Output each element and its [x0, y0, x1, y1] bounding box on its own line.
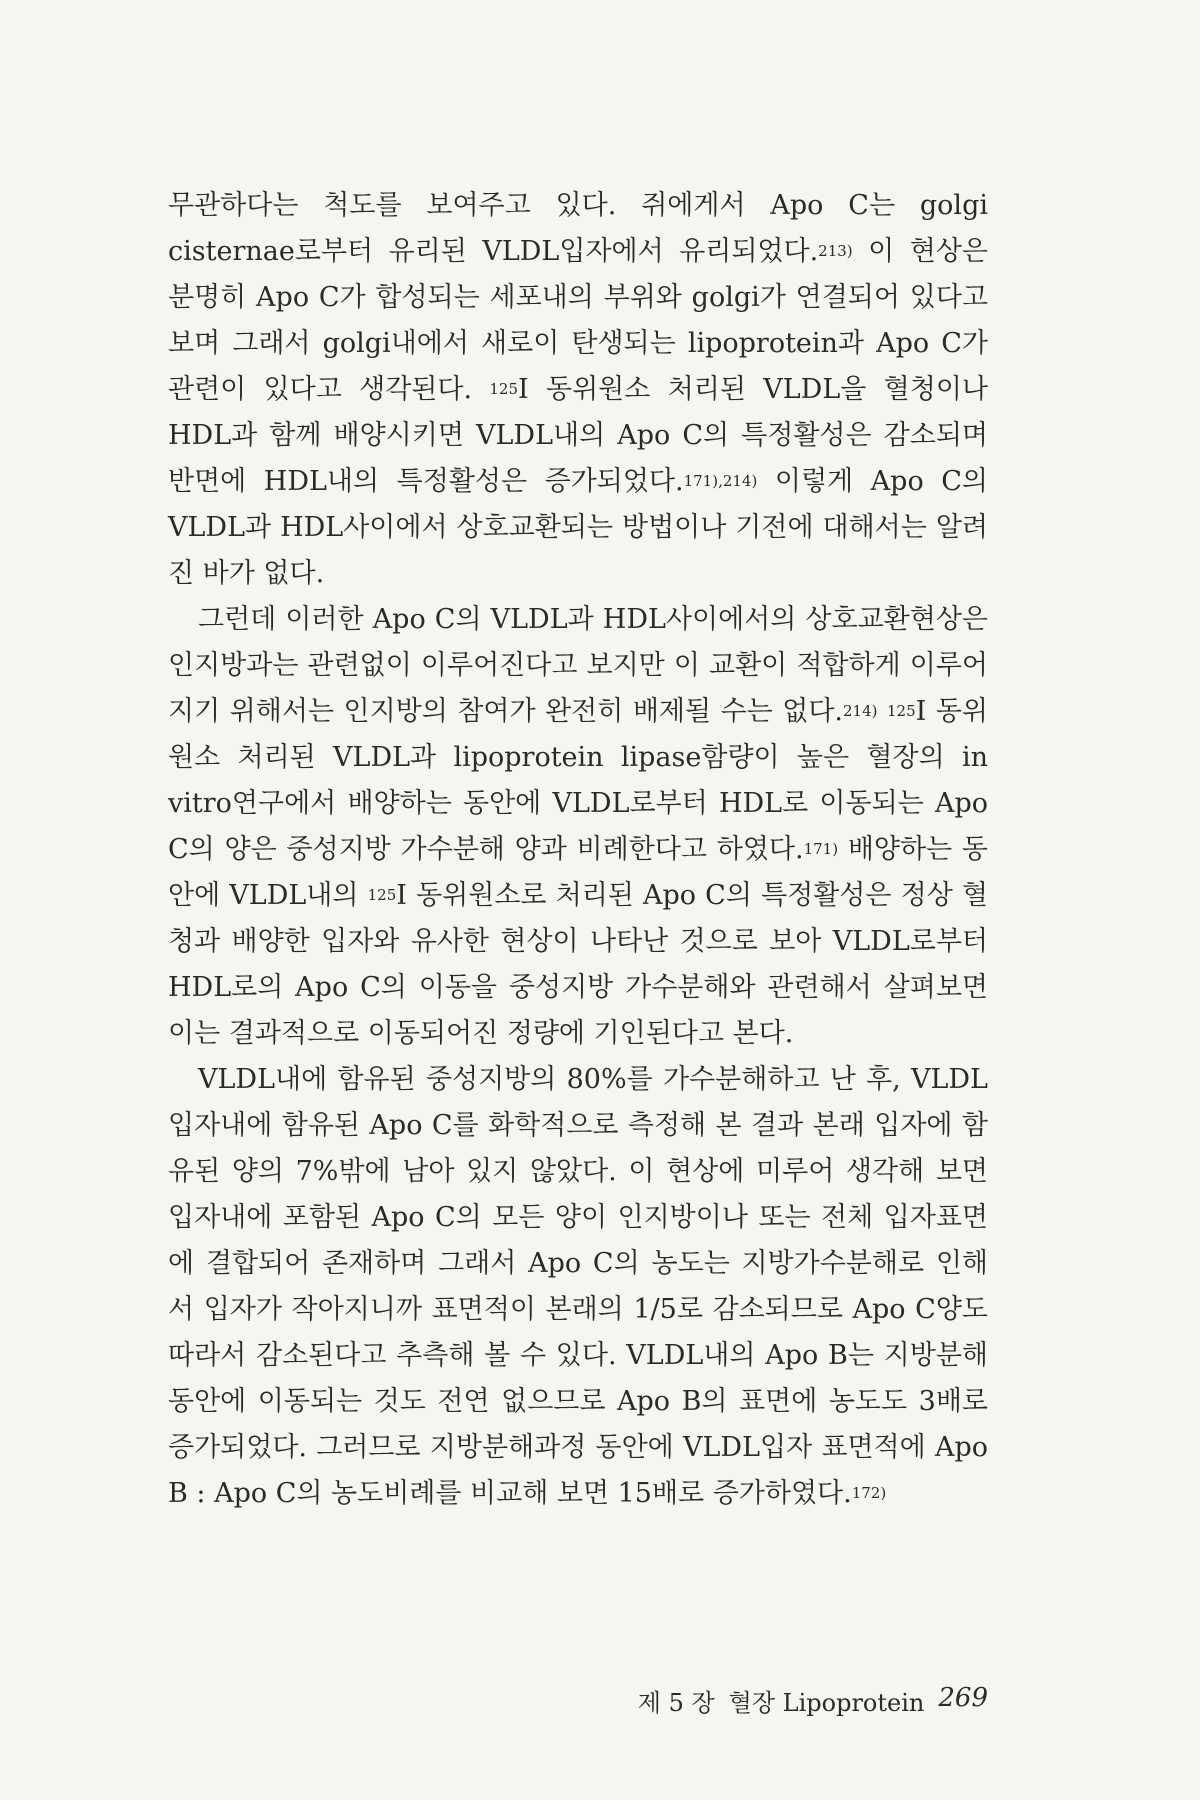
chapter-title: 혈장 Lipoprotein	[728, 1689, 925, 1717]
paragraph-text: I 동위원소 처리된 VLDL을 혈청이나 HDL과 함께 배양시키면 VLDL내의 Apo C의 특정활성은 감소되며 반면에 HDL내의 특정활성은 증가되었다.	[168, 374, 988, 497]
chapter-label: 제 5 장	[637, 1689, 715, 1717]
citation-superscript: 172)	[851, 1484, 887, 1502]
page-number: 269	[938, 1683, 988, 1713]
running-footer	[600, 1683, 988, 1718]
paragraph	[168, 183, 988, 597]
citation-superscript: 213)	[818, 242, 853, 260]
body-text	[168, 183, 988, 1517]
citation-superscript: 125	[367, 886, 397, 904]
citation-superscript: 171),214)	[683, 472, 758, 490]
citation-superscript: 125	[887, 702, 916, 720]
paragraph-text: 이 현상은 분명히 Apo C가 합성되는 세포내의 부위와 golgi가 연결되어 있다고 보며 그래서 golgi내에서 새로이 탄생되는 lipoprotein과 Apo C가 관련이 있다고 생각된다.	[168, 236, 988, 405]
paragraph-text: VLDL내에 함유된 중성지방의 80%를 가수분해하고 난 후, VLDL입자내에 함유된 Apo C를 화학적으로 측정해 본 결과 본래 입자에 함유된 양의 7%밖에 남아 있지 않았다. 이 현상에 미루어 생각해 보면 입자내에 포함된 Apo C의 모든 양이 인지방이나 또는 전체 입자표면에 결합되어 존재하며 그래서 Apo C의 농도는 지방가수분해로 인해서 입자가 작아지니까 표면적이 본래의 1/5로 감소되므로 Apo C양도 따라서 감소된다고 추측해 볼 수 있다. VLDL내의 Apo B는 지방분해 동안에 이동되는 것도 전연 없으므로 Apo B의 표면에 농도도 3배로 증가되었다. 그러므로 지방분해과정 동안에 VLDL입자 표면적에 Apo B : Apo C의 농도비례를 비교해 보면 15배로 증가하였다.	[168, 1064, 988, 1509]
citation-superscript: 125	[489, 380, 519, 398]
paragraph-text: 그런데 이러한 Apo C의 VLDL과 HDL사이에서의 상호교환현상은 인지방과는 관련없이 이루어진다고 보지만 이 교환이 적합하게 이루어지기 위해서는 인지방의 참여가 완전히 배제될 수는 없다.	[168, 604, 988, 727]
paragraph	[168, 597, 988, 1057]
paragraph-text: I 동위원소 처리된 VLDL과 lipoprotein lipase함량이 높은 혈장의 in vitro연구에서 배양하는 동안에 VLDL로부터 HDL로 이동되는 Apo C의 양은 중성지방 가수분해 양과 비례한다고 하였다.	[168, 696, 988, 865]
paragraph	[168, 1057, 988, 1517]
citation-superscript: 171)	[803, 840, 839, 858]
paragraph-text	[878, 696, 888, 727]
citation-superscript: 214)	[843, 702, 878, 720]
paragraph-text: 배양하는 동안에 VLDL내의	[168, 834, 988, 911]
paragraph-text: 무관하다는 척도를 보여주고 있다. 쥐에게서 Apo C는 golgi cisternae로부터 유리된 VLDL입자에서 유리되었다.	[168, 190, 988, 267]
paragraph-text: 이렇게 Apo C의 VLDL과 HDL사이에서 상호교환되는 방법이나 기전에 대해서는 알려진 바가 없다.	[168, 466, 988, 589]
paragraph-text: I 동위원소로 처리된 Apo C의 특정활성은 정상 혈청과 배양한 입자와 유사한 현상이 나타난 것으로 보아 VLDL로부터 HDL로의 Apo C의 이동을 중성지방 가수분해와 관련해서 살펴보면 이는 결과적으로 이동되어진 정량에 기인된다고 본다.	[168, 880, 988, 1049]
